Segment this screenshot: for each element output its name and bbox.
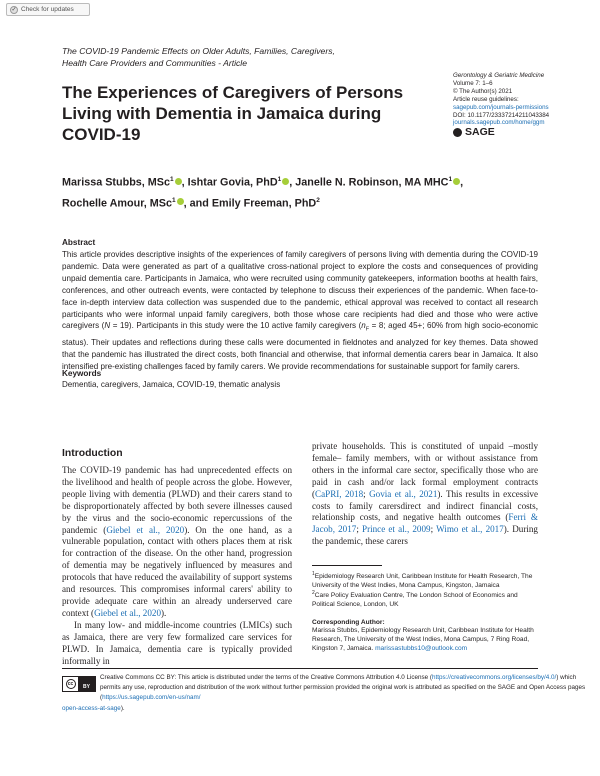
citation-link[interactable]: Govia et al., 2021 [369, 488, 438, 499]
corresponding-author-text: Marissa Stubbs, Epidemiology Research Unit, Caribbean Institute for Health Research, The University of the West Indies, Mona Campus, 7 Ring Road, Kingston 7, Jamaica. marissastubbs10@outlook.com [312, 627, 534, 652]
doi[interactable]: DOI: 10.1177/23337214211043384 [453, 111, 550, 119]
sage-logo-icon [453, 128, 462, 137]
orcid-icon[interactable] [177, 198, 184, 205]
affiliation-marker: 1 [170, 176, 174, 183]
author-name: Ishtar Govia, PhD [187, 176, 278, 189]
license-text: Creative Commons CC BY: This article is distributed under the terms of the Creative Commons Attribution 4.0 License (https://creativecommons.org/licenses/by/4.0/) which permits any use, reproduction and distribution of the work without further permission provided the original work is attributed as specified on the SAGE and Open Access pages (https://us.sagepub.com/en-us/nam/ [100, 674, 586, 701]
check-for-updates-badge[interactable] [6, 3, 90, 16]
reuse-label: Article reuse guidelines: [453, 95, 519, 103]
orcid-icon[interactable] [453, 178, 460, 185]
author-name: and Emily Freeman, PhD [189, 197, 317, 210]
journal-name: Gerontology & Geriatric Medicine [453, 72, 545, 79]
affiliation-marker: 1 [277, 176, 282, 183]
orcid-icon[interactable] [175, 178, 182, 185]
footnote-affiliation-1: $^1$Epidemiology Research Unit, Caribbean Institute for Health Research, The University of the West Indies, Mona Campus, Kingston, Jamaica [312, 571, 533, 590]
keywords-text: Dementia, caregivers, Jamaica, COVID-19, thematic analysis [62, 380, 281, 389]
license-text-end: open-access-at-sage). [62, 705, 125, 712]
orcid-icon[interactable] [282, 178, 289, 185]
sage-logo-text: SAGE [465, 125, 495, 138]
body-column-right [312, 441, 538, 548]
footnote-affiliation-2: $^2$Care Policy Evaluation Centre, The London School of Economics and Political Science, London, UK [312, 590, 518, 609]
journal-volume: Volume 7: 1–6 [453, 79, 493, 87]
journal-home-link[interactable]: journals.sagepub.com/home/ggm [453, 119, 545, 127]
introduction-heading: Introduction [62, 448, 123, 459]
author-list: Marissa Stubbs, MSc$^1$ , Ishtar Govia, PhD$^1$ , Janelle N. Robinson, MA MHC$^1$ , Rochelle Amour, MSc$^1$ , and Emily Freeman, PhD$^2$ [62, 176, 464, 210]
check-for-updates-label: Check for updates [21, 6, 74, 13]
license-link[interactable]: https://creativecommons.org/licenses/by/4.0/ [432, 674, 557, 681]
paragraph: In many low- and middle-income countries (LMICs) such as Jamaica, there are very few formalized care services for PLWD. In Jamaica, dementia care is typically provided informally in [62, 619, 292, 666]
citation-link[interactable]: Giebel et al., 2020 [106, 524, 185, 535]
open-access-link-end[interactable]: open-access-at-sage [62, 705, 121, 712]
cc-icon-area [63, 677, 78, 691]
series-line [62, 45, 362, 69]
license-divider [62, 668, 538, 669]
citation-link[interactable]: CaPRI, 2018 [315, 488, 364, 499]
affiliation-marker: 1 [448, 176, 453, 183]
author-name: Marissa Stubbs, MSc [62, 176, 171, 189]
footnote-divider [312, 565, 382, 566]
affiliation-marker: 1 [172, 196, 176, 204]
paragraph: private households. This is constituted of unpaid –mostly female– family members, with or without assistance from others in the informal care sector, specifically those who are paid in cash and/or lack formal employment contracts (CaPRI, 2018; Govia et al., 2021). This results in excessive costs to family carersdirect and indirect financial costs, relationship costs, and negative health outcomes (Ferri & Jacob, 2017; Prince et al., 2009; Wimo et al., 2017). During the pandemic, these carers [312, 441, 538, 547]
citation-link[interactable]: Wimo et al., 2017 [436, 524, 504, 535]
email-link[interactable]: marissastubbs10@outlook.com [375, 644, 468, 652]
citation-link[interactable]: Giebel et al., 2020 [94, 607, 161, 618]
abstract-heading: Abstract [62, 238, 96, 247]
author-name: Rochelle Amour, MSc [62, 197, 172, 210]
by-label: BY [78, 677, 95, 691]
author-name: Janelle N. Robinson, MA MHC [295, 176, 449, 189]
citation-link[interactable]: Ferri & Jacob, 2017 [312, 512, 538, 535]
abstract-text: This article provides descriptive insights of the experiences of family caregivers of persons living with dementia during the COVID-19 pandemic. Data were generated as part of a qualitative cross-national project to explore the costs and consequences of providing unpaid dementia care. Participants in Jamaica, who were recruited using community gatekeepers, information booths at health fairs, conferences, and other outreach events, were contacted by telephone to discuss their experiences of the pandemic. When face-to-face in-depth interview data collection was suspended due to the pandemic, ethical approval was received to contact all research participants who were informal unpaid family caregivers, both those whose care recipients had died and those who were active caregivers (N = 19). Participants in this study were the 10 active family caregivers ($n_F = 8$; aged 45+; 60% from high socio-economic status). Their updates and reflections during these calls were documented in fieldnotes and analyzed for key themes. Data showed that the pandemic has illustrated the direct costs, both financial and otherwise, that informal dementia carers bear in Jamaica. It also intensified pre-existing challenges faced by family carers. We provide recommendations for sustainable support for family carers. [62, 250, 538, 371]
corresponding-author-heading: Corresponding Author: [312, 619, 385, 626]
journal-meta [453, 72, 593, 137]
paragraph: The COVID-19 pandemic has had unprecedented effects on the livelihood and health of people across the globe. However, people living with dementia (PLWD) and their carers stand to be disproportionately affected by both severe illnesses caused by the virus and the socio-economic repercussions of the pandemic (Giebel et al., 2020). On the one hand, as a vulnerable population, contact with others places them at risk for contraction of the disease. On the other hand, progression of dementia may be negatively influenced by measures and protocols that have reduced the availability of support systems and resources. This compromises informal carers' ability to provide adequate care within an already underserved care context (Giebel et al., 2020). [62, 465, 292, 618]
body-column-left [62, 465, 292, 667]
open-access-link[interactable]: https://us.sagepub.com/en-us/nam/ [102, 693, 201, 701]
reuse-link[interactable]: sagepub.com/journals-permissions [453, 103, 549, 111]
sage-logo [453, 125, 593, 138]
copyright: © The Author(s) 2021 [453, 87, 513, 95]
keywords-heading: Keywords [62, 369, 102, 378]
series-line-2: Health Care Providers and Communities - Article [62, 58, 247, 68]
affiliation-marker: 2 [316, 196, 320, 204]
cc-by-badge[interactable] [62, 676, 96, 692]
check-icon: ✓ [11, 7, 17, 13]
cc-icon: cc [66, 679, 76, 689]
citation-link[interactable]: Prince et al., 2009 [362, 524, 431, 535]
article-title: The Experiences of Caregivers of Persons Living with Dementia in Jamaica during COVID-19 [62, 83, 404, 144]
series-line-1: The COVID-19 Pandemic Effects on Older Adults, Families, Caregivers, [62, 46, 335, 56]
